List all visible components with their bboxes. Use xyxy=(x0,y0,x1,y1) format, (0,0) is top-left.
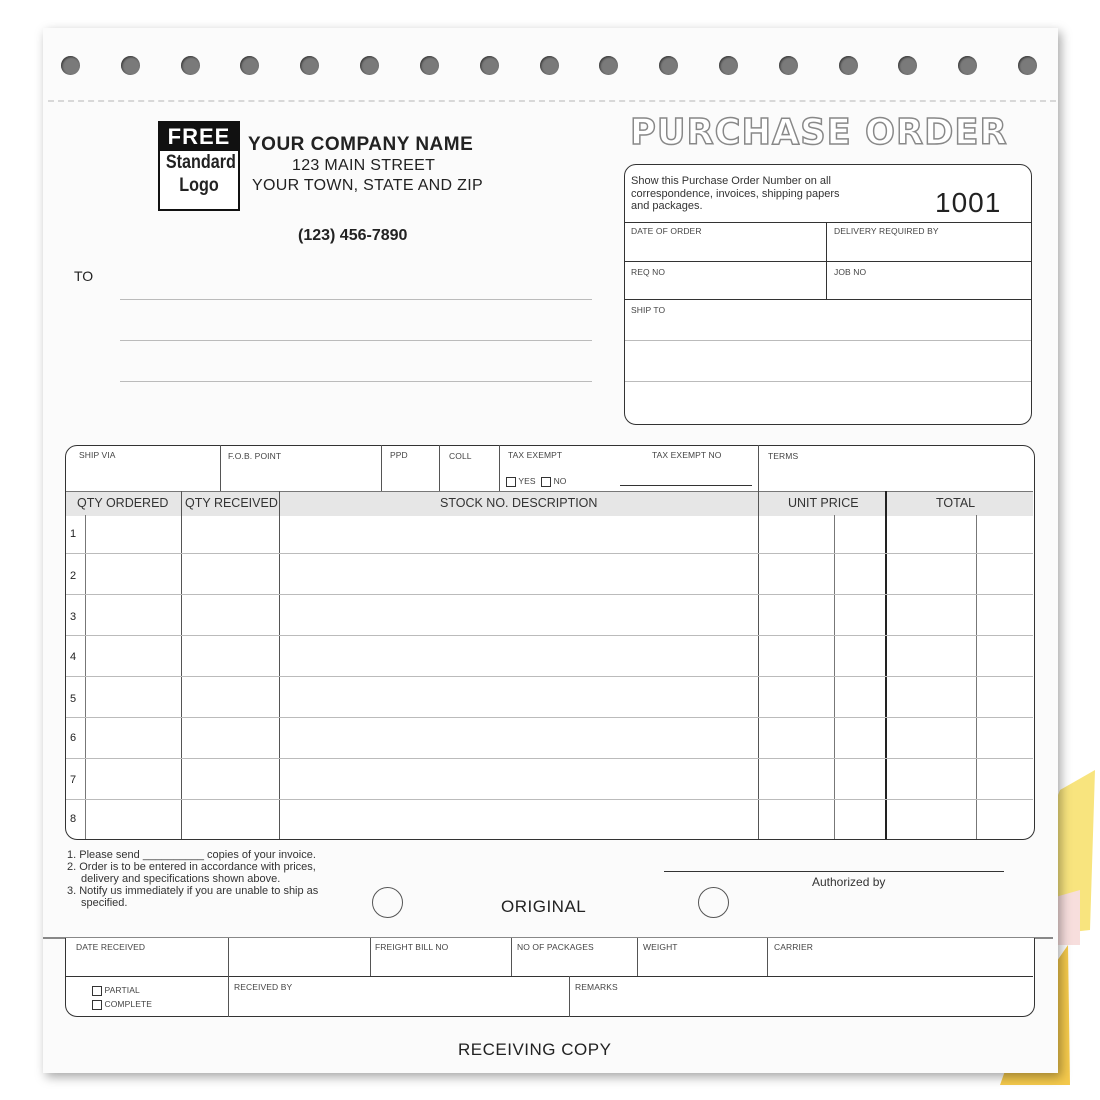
binding-hole xyxy=(839,56,858,75)
punch-circle-right xyxy=(698,887,729,918)
receiving-row-line xyxy=(66,976,1033,977)
row-number: 1 xyxy=(70,528,77,540)
receiving-divider xyxy=(511,938,512,976)
ship-row-divider xyxy=(381,445,382,491)
binding-hole xyxy=(958,56,977,75)
ppd-label: PPD xyxy=(390,450,408,460)
col-header-total: TOTAL xyxy=(936,496,976,510)
req-no-label: REQ NO xyxy=(631,267,666,277)
terms-notes xyxy=(67,849,318,909)
cents-line xyxy=(834,515,835,839)
po-number: 1001 xyxy=(935,187,1002,218)
ship-row-divider xyxy=(499,445,500,491)
po-divider-1 xyxy=(625,222,1031,223)
complete-checkbox[interactable] xyxy=(92,1000,102,1010)
binding-hole xyxy=(420,56,439,75)
ship-to-label: SHIP TO xyxy=(631,305,666,315)
cents-line xyxy=(976,515,977,839)
binding-hole xyxy=(480,56,499,75)
receiving-divider xyxy=(569,976,570,1017)
row-number: 8 xyxy=(70,813,77,825)
note-2: 2. Order is to be entered in accordance with prices, xyxy=(67,861,316,873)
col-header-unit-price: UNIT PRICE xyxy=(788,496,859,510)
binding-hole xyxy=(540,56,559,75)
receiving-divider xyxy=(370,938,371,976)
weight-label: WEIGHT xyxy=(643,942,678,952)
binding-hole xyxy=(898,56,917,75)
col-header-qty-received: QTY RECEIVED xyxy=(185,496,278,510)
complete-label: COMPLETE xyxy=(104,999,153,1009)
terms-label: TERMS xyxy=(768,451,799,461)
binding-hole xyxy=(659,56,678,75)
binding-hole xyxy=(121,56,140,75)
partial-label: PARTIAL xyxy=(104,985,140,995)
row-number: 3 xyxy=(70,611,77,623)
remarks-label: REMARKS xyxy=(575,982,618,992)
binding-hole xyxy=(779,56,798,75)
table-row-line xyxy=(66,594,1033,595)
note-3: 3. Notify us immediately if you are unable to ship as xyxy=(67,885,319,897)
date-of-order-label: DATE OF ORDER xyxy=(631,226,702,236)
logo-standard-text: Standard xyxy=(165,152,236,173)
row-number: 7 xyxy=(70,774,77,786)
po-divider-3 xyxy=(625,299,1031,300)
ship-row-divider xyxy=(439,445,440,491)
tax-exempt-no-checkbox[interactable] xyxy=(541,477,551,487)
delivery-required-label: DELIVERY REQUIRED BY xyxy=(834,226,939,236)
binding-hole xyxy=(1018,56,1037,75)
company-phone: (123) 456-7890 xyxy=(298,227,408,244)
partial-option xyxy=(92,985,140,996)
row-number: 5 xyxy=(70,693,77,705)
binding-hole xyxy=(300,56,319,75)
complete-option xyxy=(92,999,152,1010)
binding-hole xyxy=(181,56,200,75)
table-row-line xyxy=(66,717,1033,718)
column-line xyxy=(279,491,280,839)
note-1: 1. Please send __________ copies of your invoice. xyxy=(67,849,316,861)
perforation-line xyxy=(48,100,1056,102)
binding-hole xyxy=(360,56,379,75)
column-line xyxy=(885,491,887,839)
po-divider-2 xyxy=(625,261,1031,262)
company-street: 123 MAIN STREET xyxy=(292,157,436,174)
ship-to-line-1[interactable] xyxy=(625,340,1031,341)
to-label: TO xyxy=(74,268,94,284)
table-row-line xyxy=(66,758,1033,759)
to-line-1[interactable] xyxy=(120,299,592,300)
job-no-label: JOB NO xyxy=(834,267,867,277)
logo-logo-text: Logo xyxy=(179,175,219,196)
column-line xyxy=(181,491,182,839)
copy-label-original: ORIGINAL xyxy=(501,897,587,916)
to-line-3[interactable] xyxy=(120,381,592,382)
ship-to-line-2[interactable] xyxy=(625,381,1031,382)
to-line-2[interactable] xyxy=(120,340,592,341)
table-row-line xyxy=(66,676,1033,677)
col-header-description: STOCK NO. DESCRIPTION xyxy=(440,496,598,510)
binding-hole xyxy=(240,56,259,75)
coll-label: COLL xyxy=(449,451,472,461)
copy-label-receiving: RECEIVING COPY xyxy=(458,1040,612,1059)
table-row-line xyxy=(66,799,1033,800)
table-row-line xyxy=(66,553,1033,554)
tax-exempt-no-line[interactable] xyxy=(620,485,752,486)
fob-point-label: F.O.B. POINT xyxy=(228,451,282,461)
tax-exempt-no-label: NO xyxy=(553,476,567,486)
receiving-divider xyxy=(767,938,768,976)
po-note: Show this Purchase Order Number on all correspondence, invoices, shipping papers and packages. xyxy=(631,175,840,212)
no-of-packages-label: NO OF PACKAGES xyxy=(517,942,594,952)
row-number-line xyxy=(85,515,86,839)
partial-checkbox[interactable] xyxy=(92,986,102,996)
date-received-label: DATE RECEIVED xyxy=(76,942,146,952)
col-header-qty-ordered: QTY ORDERED xyxy=(77,496,169,510)
punch-circle-left xyxy=(372,887,403,918)
note-2-cont: delivery and specifications shown above. xyxy=(81,873,281,885)
po-mid-divider xyxy=(826,222,827,299)
ship-row-divider xyxy=(220,445,221,491)
note-3-cont: specified. xyxy=(81,897,128,909)
row-number: 2 xyxy=(70,570,77,582)
carrier-label: CARRIER xyxy=(774,942,813,952)
ship-via-label: SHIP VIA xyxy=(79,450,116,460)
company-city: YOUR TOWN, STATE AND ZIP xyxy=(252,177,483,194)
binding-hole xyxy=(719,56,738,75)
tax-exempt-yes-label: YES xyxy=(518,476,536,486)
authorized-by-label: Authorized by xyxy=(812,875,886,889)
receiving-divider xyxy=(228,938,229,1017)
receiving-divider xyxy=(637,938,638,976)
tax-exempt-yes-checkbox[interactable] xyxy=(506,477,516,487)
tax-exempt-label: TAX EXEMPT xyxy=(508,450,563,460)
authorized-signature-line[interactable] xyxy=(664,871,1004,872)
document-title: PURCHASE ORDER xyxy=(630,112,1008,153)
binding-hole xyxy=(599,56,618,75)
tax-exempt-no-field-label: TAX EXEMPT NO xyxy=(652,450,722,460)
logo-free-text: FREE xyxy=(160,123,238,151)
freight-bill-no-label: FREIGHT BILL NO xyxy=(375,942,449,952)
received-by-label: RECEIVED BY xyxy=(234,982,293,992)
row-number: 4 xyxy=(70,651,77,663)
company-name: YOUR COMPANY NAME xyxy=(248,134,474,155)
company-logo xyxy=(158,121,240,211)
binding-hole xyxy=(61,56,80,75)
tax-exempt-options xyxy=(506,476,567,487)
table-row-line xyxy=(66,635,1033,636)
row-number: 6 xyxy=(70,732,77,744)
column-line xyxy=(758,445,759,839)
